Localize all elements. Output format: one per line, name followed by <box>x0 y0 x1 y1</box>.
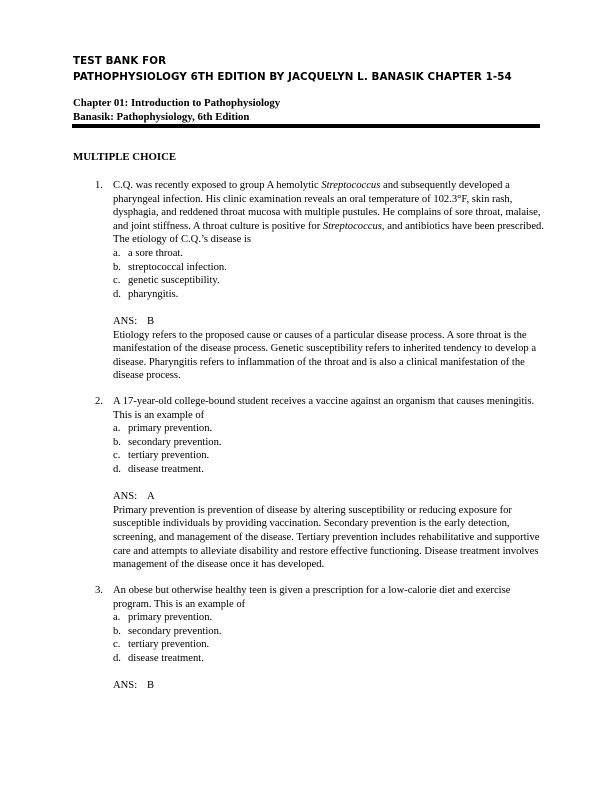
rationale: Primary prevention is prevention of disease by altering susceptibility or reducing exposure for susceptible individuals by providing vaccination. Secondary prevention is the early detection, screening, and management of the disease. Tertiary prevention includes rehabilitative and supportive care and attempts to alleviate disability and restore effective functioning. Disease treatment involves management of the disease once it has developed. <box>113 504 540 571</box>
answer-key: ANS: B <box>113 680 155 692</box>
chapter-title: Chapter 01: Introduction to Pathophysiology <box>73 97 281 109</box>
option-c: c. genetic susceptibility. <box>113 275 220 287</box>
answer-value: A <box>147 491 155 503</box>
question-2 <box>95 395 545 572</box>
answer-key: ANS: A <box>113 491 155 503</box>
option-c: c. tertiary prevention. <box>113 450 210 462</box>
option-d: d. disease treatment. <box>113 463 204 475</box>
answer-value: B <box>147 680 155 692</box>
option-b: b. secondary prevention. <box>113 436 222 448</box>
question-stem: An obese but otherwise healthy teen is given a prescription for a low-calorie diet and exercise program. This is an example of <box>113 585 511 610</box>
chapter-heading <box>73 97 280 124</box>
answer-key: ANS: B <box>113 315 155 327</box>
question-number: 1. <box>95 180 103 191</box>
option-b: b. secondary prevention. <box>113 625 222 637</box>
question-stem: C.Q. was recently exposed to group A hemolytic Streptococcus and subsequently developed a pharyngeal infection. His clinic examination reveals an oral temperature of 102.3°F, skin rash, dysphagia, and reddened throat mucosa with multiple pustules. He complains of sore throat, malaise, and joint stiffness. A throat culture is positive for Streptococcus, and antibiotics have been prescribed. The etiology of C.Q.’s disease is <box>113 180 545 246</box>
heading-rule <box>72 124 540 128</box>
options-list <box>113 247 545 301</box>
book-title: Banasik: Pathophysiology, 6th Edition <box>73 110 250 123</box>
option-c: c. tertiary prevention. <box>113 639 210 651</box>
banner-line-2: PATHOPHYSIOLOGY 6TH EDITION BY JACQUELYN L. BANASIK CHAPTER 1-54 <box>73 71 512 83</box>
question-number: 3. <box>95 585 103 596</box>
option-b: b. streptococcal infection. <box>113 261 227 273</box>
banner-line-1: TEST BANK FOR <box>73 55 167 67</box>
test-bank-banner <box>73 53 512 85</box>
option-a: a. a sore throat. <box>113 247 184 259</box>
question-3 <box>95 584 545 693</box>
option-d: d. pharyngitis. <box>113 288 179 300</box>
option-a: a. primary prevention. <box>113 423 213 435</box>
option-a: a. primary prevention. <box>113 612 213 624</box>
answer-value: B <box>147 315 155 327</box>
option-d: d. disease treatment. <box>113 652 204 664</box>
options-list <box>113 611 545 665</box>
section-title: MULTIPLE CHOICE <box>73 151 177 163</box>
question-stem: A 17-year-old college-bound student receives a vaccine against an organism that causes meningitis. This is an example of <box>113 396 535 421</box>
question-number: 2. <box>95 396 103 407</box>
question-1 <box>95 179 545 383</box>
options-list <box>113 422 545 476</box>
rationale: Etiology refers to the proposed cause or causes of a particular disease process. A sore throat is the manifestation of the disease process. Genetic susceptibility refers to inherited tendency to develop a disease. Pharyngitis refers to inflammation of the throat and is also a clinical manifestation of the disease process. <box>113 329 537 382</box>
